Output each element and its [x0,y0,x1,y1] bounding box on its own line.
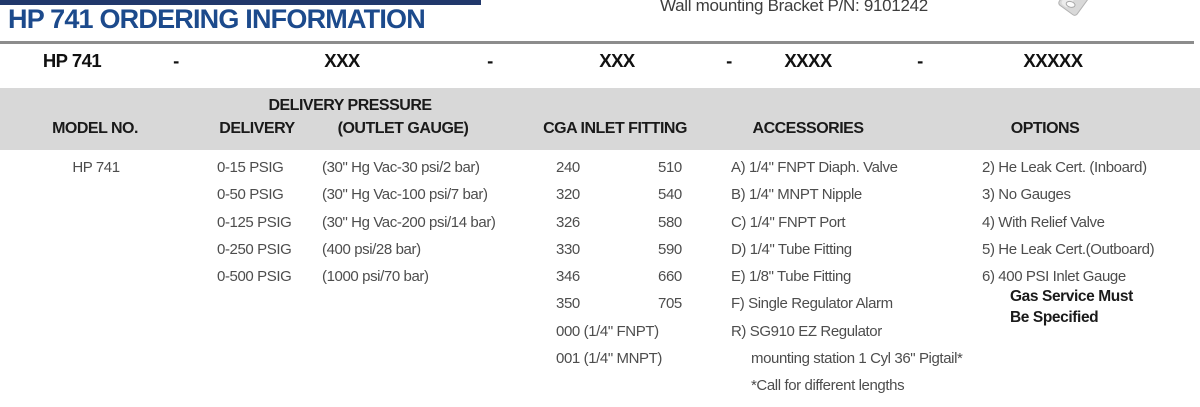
accessory-item-continued: mounting station 1 Cyl 36" Pigtail* [751,350,963,368]
gas-service-note [1010,287,1133,328]
column-outlet-gauge [322,154,496,290]
accessory-item: F) Single Regulator Alarm [731,295,893,313]
outlet-gauge-value: (30" Hg Vac-100 psi/7 bar) [322,186,488,204]
cga-value: 240 [556,159,580,176]
accessory-item: R) SG910 EZ Regulator [731,322,882,340]
column-options [982,154,1154,290]
option-item: 6) 400 PSI Inlet Gauge [982,268,1126,286]
header-options: OPTIONS [1010,120,1080,137]
order-code-model: HP 741 [42,50,102,71]
order-code-cga: XXX [599,50,635,71]
header-cga-inlet-fitting: CGA INLET FITTING [543,120,687,137]
accessory-item: B) 1/4" MNPT Nipple [731,186,862,204]
order-code-dash: - [726,50,732,71]
outlet-gauge-value: (400 psi/28 bar) [322,240,421,258]
cga-value: 346 [556,268,580,286]
accessory-footnote: *Call for different lengths [751,377,905,395]
outlet-gauge-value: (30" Hg Vac-30 psi/2 bar) [322,159,480,176]
order-code-dash: - [173,50,179,71]
header-delivery: DELIVERY [219,120,295,137]
gas-service-note-line: Be Specified [1010,308,1099,326]
order-code-row [0,50,1200,76]
column-delivery [217,154,291,290]
cga-value: 001 (1/4" MNPT) [556,350,663,368]
model-no-value: HP 741 [72,159,120,176]
gas-service-note-line: Gas Service Must [1010,288,1133,305]
delivery-value: 0-250 PSIG [217,240,292,258]
wall-bracket-note: Wall mounting Bracket P/N: 9101242 [660,0,928,15]
cga-value: 590 [658,240,682,258]
order-code-dash: - [917,50,923,71]
order-code-options: XXXXX [1023,50,1083,71]
cga-value: 330 [556,240,580,258]
order-code-delivery: XXX [324,50,360,71]
cga-value: 540 [658,186,682,204]
wall-bracket-icon [1056,0,1108,32]
delivery-value: 0-500 PSIG [217,268,292,286]
accessory-item: A) 1/4" FNPT Diaph. Valve [731,159,898,176]
option-item: 3) No Gauges [982,186,1071,204]
delivery-value: 0-125 PSIG [217,213,292,231]
column-accessories [731,154,962,400]
option-item: 5) He Leak Cert.(Outboard) [982,240,1155,258]
title-divider-rule [0,41,1194,44]
option-item: 4) With Relief Valve [982,213,1105,231]
cga-value: 580 [658,213,682,231]
column-cga-2 [658,154,682,318]
cga-value: 320 [556,186,580,204]
cga-value: 000 (1/4" FNPT) [556,322,659,340]
delivery-value: 0-15 PSIG [217,159,284,176]
accessory-item: E) 1/8" Tube Fitting [731,268,851,286]
header-accessories: ACCESSORIES [752,120,864,137]
order-code-accessories: XXXX [784,50,832,71]
accessory-item: C) 1/4" FNPT Port [731,213,846,231]
page-title: HP 741 ORDERING INFORMATION [8,4,425,34]
header-model-no: MODEL NO. [52,120,138,137]
outlet-gauge-value: (1000 psi/70 bar) [322,268,429,286]
accessory-item: D) 1/4" Tube Fitting [731,240,852,258]
header-outlet-gauge: (OUTLET GAUGE) [337,120,469,137]
cga-value: 705 [658,295,682,313]
outlet-gauge-value: (30" Hg Vac-200 psi/14 bar) [322,213,496,231]
cga-value: 326 [556,213,580,231]
cga-value: 660 [658,268,682,286]
header-delivery-pressure-group: DELIVERY PRESSURE [268,97,432,114]
option-item: 2) He Leak Cert. (Inboard) [982,159,1147,176]
column-model-no [72,154,143,181]
cga-value: 350 [556,295,580,313]
delivery-value: 0-50 PSIG [217,186,284,204]
cga-value: 510 [658,159,682,176]
table-header-band [0,88,1200,150]
column-cga-1 [556,154,662,372]
order-code-dash: - [487,50,493,71]
